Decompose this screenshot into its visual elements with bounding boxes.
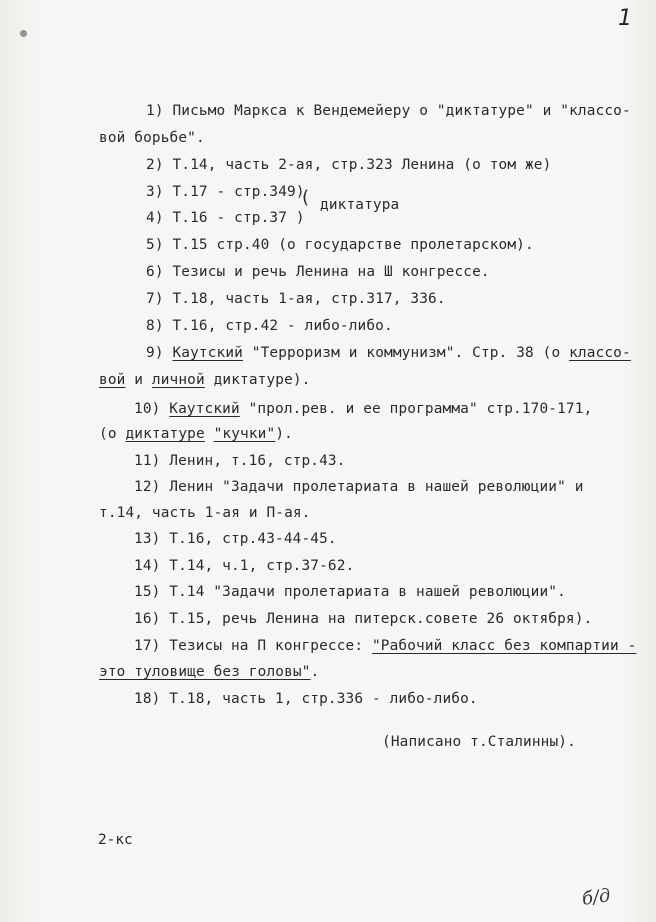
page-number: 1: [618, 6, 632, 31]
item-8: 8) Т.16, стр.42 - либо-либо.: [146, 318, 393, 334]
footer-code: 2-кс: [98, 832, 133, 848]
item-10-line-2: [99, 424, 293, 444]
item-11: 11) Ленин, т.16, стр.43.: [134, 453, 346, 469]
bracket-glyph: (: [302, 187, 310, 208]
quote-line-1: "Рабочий класс без компартии -: [371, 638, 637, 654]
kautsky-name-2: Каутский: [169, 401, 240, 417]
item-3: 3) Т.17 - стр.349): [146, 184, 305, 200]
item-15: 15) Т.14 "Задачи пролетариата в нашей революции".: [134, 584, 566, 600]
space: [205, 426, 214, 442]
diktature-word: диктатуре: [125, 426, 205, 442]
item-7: 7) Т.18, часть 1-ая, стр.317, 336.: [146, 291, 446, 307]
item-9-line-2: [99, 370, 311, 390]
item-13: 13) Т.16, стр.43-44-45.: [134, 531, 337, 547]
item-4: 4) Т.16 - стр.37 ): [146, 210, 305, 226]
item-17-line-2: [99, 662, 319, 682]
item-12-line-1: 12) Ленин "Задачи пролетариата в нашей революции" и: [134, 479, 584, 495]
period: .: [310, 664, 320, 680]
item-10-number: 10): [134, 401, 161, 417]
item-1-line-1: 1) Письмо Маркса к Вендемейеру о "диктатуре" и "классо-: [146, 103, 631, 119]
item-9-text: "Терроризм и коммунизм". Стр. 38 (о: [242, 345, 570, 361]
lichnoi-word: личной: [151, 372, 205, 388]
and-word: и: [125, 372, 152, 388]
item-6: 6) Тезисы и речь Ленина на Ш конгрессе.: [146, 264, 490, 280]
quote-line-2: это туловище без головы": [99, 664, 311, 680]
punch-hole-mark: [20, 30, 27, 37]
paren-open: (о: [99, 426, 126, 442]
voi-word: вой: [99, 372, 126, 388]
item-14: 14) Т.14, ч.1, стр.37-62.: [134, 558, 355, 574]
item-9-number: 9): [146, 345, 164, 361]
handwritten-mark: б/д: [580, 885, 612, 910]
item-9-rest: диктатуре).: [204, 372, 311, 388]
item-5: 5) Т.15 стр.40 (о государстве пролетарском).: [146, 237, 534, 253]
item-16: 16) Т.15, речь Ленина на питерск.совете 26 октября).: [134, 611, 593, 627]
item-9-line-1: [146, 343, 631, 363]
authorship-note: (Написано т.Сталинны).: [382, 734, 576, 750]
item-2: 2) Т.14, часть 2-ая, стр.323 Ленина (о том же): [146, 157, 552, 173]
item-12-line-2: т.14, часть 1-ая и П-ая.: [99, 505, 311, 521]
kautsky-name: Каутский: [172, 345, 243, 361]
paren-close: ).: [275, 426, 293, 442]
item-18: 18) Т.18, часть 1, стр.336 - либо-либо.: [134, 691, 478, 707]
item-10-text: "прол.рев. и ее программа" стр.170-171,: [239, 401, 593, 417]
item-17-prefix: 17) Тезисы на П конгрессе:: [134, 638, 372, 654]
item-10-line-1: [134, 399, 592, 419]
item-17-line-1: [134, 636, 636, 656]
kuchki-word: "кучки": [213, 426, 276, 442]
klasso-word: классо-: [569, 345, 631, 361]
item-1-line-2: вой борьбе".: [99, 130, 205, 146]
brace-label: диктатура: [320, 197, 400, 213]
